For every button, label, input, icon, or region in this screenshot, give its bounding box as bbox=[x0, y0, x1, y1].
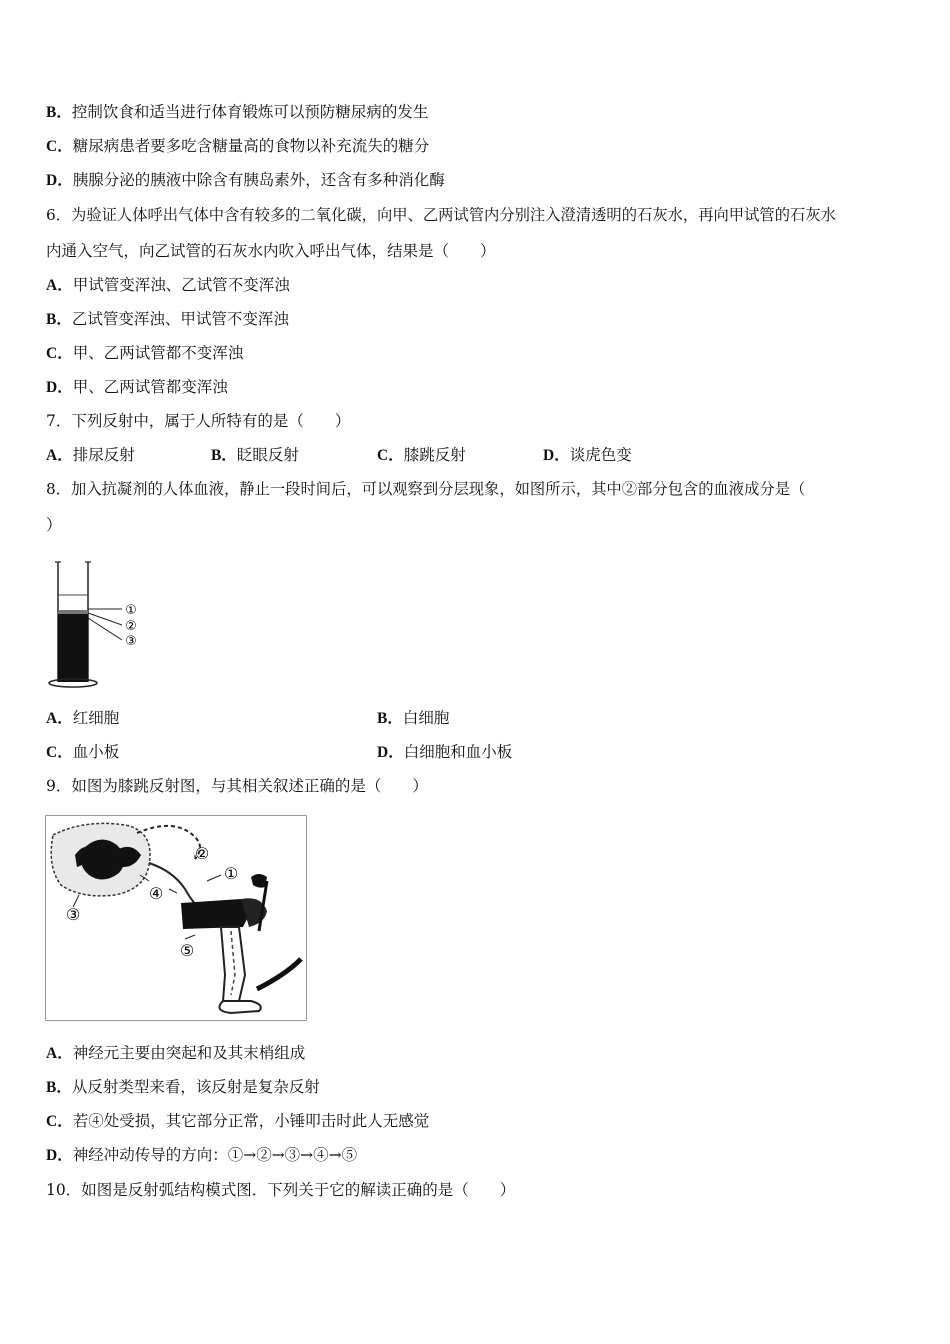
option-text: 红细胞 bbox=[72, 709, 120, 727]
option-text: 若④处受损，其它部分正常，小锤叩击时此人无感觉 bbox=[72, 1112, 430, 1130]
option-letter: A． bbox=[46, 710, 73, 727]
option-letter: A． bbox=[46, 447, 73, 464]
option-text: 谈虎色变 bbox=[569, 446, 632, 464]
q8-option-c bbox=[46, 742, 119, 763]
q10-stem: 10．如图是反射弧结构模式图．下列关于它的解读正确的是（ ） bbox=[46, 1181, 516, 1199]
option-letter: A． bbox=[46, 277, 73, 294]
option-letter: B． bbox=[46, 1079, 72, 1096]
option-letter: D． bbox=[543, 447, 570, 464]
q6-option-a bbox=[46, 275, 290, 296]
q9-stem: 9．如图为膝跳反射图，与其相关叙述正确的是（ ） bbox=[46, 777, 428, 795]
option-text: 神经元主要由突起和及其末梢组成 bbox=[72, 1044, 306, 1062]
q6-option-b bbox=[46, 309, 289, 330]
option-text: 白细胞 bbox=[402, 709, 450, 727]
option-letter: C． bbox=[46, 345, 73, 362]
q9-option-a bbox=[46, 1043, 305, 1064]
q8-stem-line1: 8．加入抗凝剂的人体血液，静止一段时间后，可以观察到分层现象，如图所示，其中②部分包含的血液成分是（ bbox=[46, 480, 806, 498]
option-text: 膝跳反射 bbox=[403, 446, 466, 464]
option-letter: D． bbox=[46, 1147, 73, 1164]
q7-option-d bbox=[543, 445, 632, 466]
figure-label: ④ bbox=[148, 884, 164, 903]
figure-label: ② bbox=[194, 844, 210, 863]
q7-option-b bbox=[211, 445, 299, 466]
q6-stem-line1: 6．为验证人体呼出气体中含有较多的二氧化碳，向甲、乙两试管内分别注入澄清透明的石灰水，再向甲试管的石灰水 bbox=[46, 206, 836, 224]
figure-label: ② bbox=[125, 619, 137, 634]
option-text: 神经冲动传导的方向：①→②→③→④→⑤ bbox=[72, 1146, 358, 1164]
option-text: 胰腺分泌的胰液中除含有胰岛素外，还含有多种消化酶 bbox=[72, 171, 445, 189]
option-letter: D． bbox=[46, 379, 73, 396]
option-letter: C． bbox=[46, 1113, 73, 1130]
option-letter: B． bbox=[46, 104, 72, 121]
q5-option-b bbox=[46, 102, 428, 123]
q6-option-c bbox=[46, 343, 243, 364]
blood-layer-tube-figure bbox=[44, 556, 154, 692]
option-letter: B． bbox=[211, 447, 237, 464]
option-text: 眨眼反射 bbox=[236, 446, 299, 464]
q9-option-b bbox=[46, 1077, 320, 1098]
figure-label: ③ bbox=[125, 634, 137, 649]
option-text: 甲、乙两试管都不变浑浊 bbox=[72, 344, 244, 362]
q5-option-d bbox=[46, 170, 445, 191]
option-text: 从反射类型来看，该反射是复杂反射 bbox=[71, 1078, 320, 1096]
option-letter: B． bbox=[46, 311, 72, 328]
option-text: 控制饮食和适当进行体育锻炼可以预防糖尿病的发生 bbox=[71, 103, 429, 121]
option-text: 糖尿病患者要多吃含糖量高的食物以补充流失的糖分 bbox=[72, 137, 430, 155]
option-letter: A． bbox=[46, 1045, 73, 1062]
option-text: 乙试管变浑浊、甲试管不变浑浊 bbox=[71, 310, 289, 328]
figure-label: ① bbox=[223, 864, 239, 883]
q6-option-d bbox=[46, 377, 228, 398]
option-letter: B． bbox=[377, 710, 403, 727]
option-letter: D． bbox=[377, 744, 404, 761]
q5-option-c bbox=[46, 136, 429, 157]
q8-stem-line2: ） bbox=[46, 516, 62, 534]
q8-option-b bbox=[377, 708, 449, 729]
option-text: 甲、乙两试管都变浑浊 bbox=[72, 378, 228, 396]
option-text: 甲试管变浑浊、乙试管不变浑浊 bbox=[72, 276, 290, 294]
option-letter: D． bbox=[46, 172, 73, 189]
q7-option-c bbox=[377, 445, 466, 466]
figure-label: ③ bbox=[65, 905, 81, 924]
option-text: 白细胞和血小板 bbox=[403, 743, 513, 761]
figure-label: ⑤ bbox=[179, 941, 195, 960]
option-text: 血小板 bbox=[72, 743, 120, 761]
q9-option-d bbox=[46, 1145, 357, 1166]
q8-option-d bbox=[377, 742, 512, 763]
option-letter: C． bbox=[377, 447, 404, 464]
option-letter: C． bbox=[46, 138, 73, 155]
option-text: 排尿反射 bbox=[72, 446, 135, 464]
q6-stem-line2: 内通入空气，向乙试管的石灰水内吹入呼出气体，结果是（ ） bbox=[46, 242, 496, 260]
option-letter: C． bbox=[46, 744, 73, 761]
q7-option-a bbox=[46, 445, 135, 466]
q8-option-a bbox=[46, 708, 119, 729]
q7-stem: 7．下列反射中，属于人所特有的是（ ） bbox=[46, 412, 351, 430]
q9-option-c bbox=[46, 1111, 429, 1132]
figure-label: ① bbox=[125, 603, 137, 618]
knee-jerk-reflex-figure bbox=[45, 815, 308, 1022]
